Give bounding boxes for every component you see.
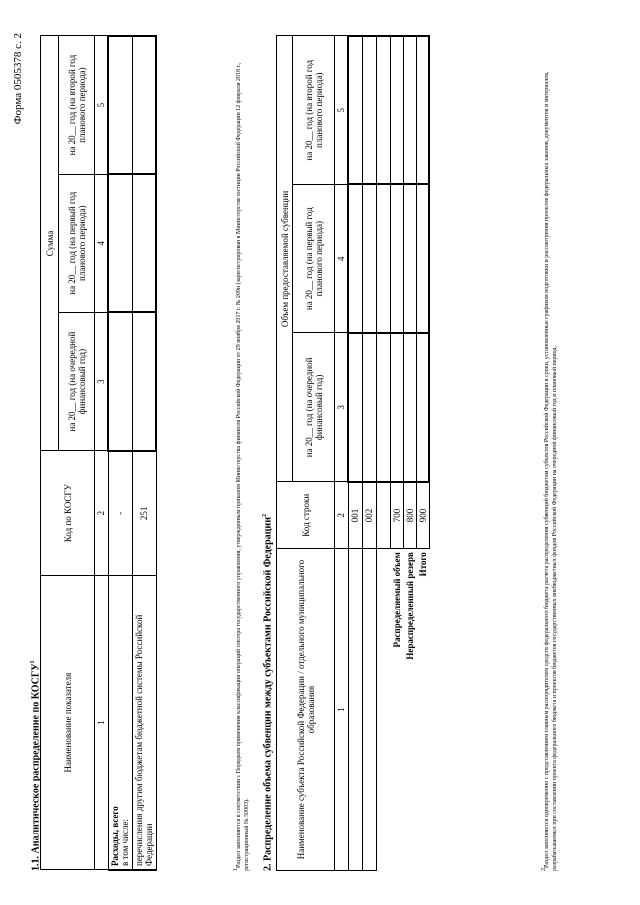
distributed-code: 700 xyxy=(390,482,403,549)
kosgu-colnum: 3 xyxy=(95,312,109,451)
kosgu-cell[interactable] xyxy=(132,36,156,174)
subv-cell[interactable] xyxy=(416,333,429,482)
subv-cell[interactable] xyxy=(416,36,429,184)
subv-cell[interactable] xyxy=(403,184,416,332)
kosgu-row-total xyxy=(108,575,132,870)
subv-cell[interactable] xyxy=(403,333,416,482)
kosgu-colnum: 1 xyxy=(95,575,109,870)
section1-footnote xyxy=(232,41,251,871)
distributed-label xyxy=(390,549,403,871)
reserve-code: 800 xyxy=(403,482,416,549)
kosgu-cell[interactable] xyxy=(108,36,132,174)
reserve-label-text: Нераспределенный резерв xyxy=(404,552,415,660)
reserve-label xyxy=(403,549,416,871)
subv-cell[interactable] xyxy=(390,184,403,332)
subv-header-year2: на 20__ год (на первый год планового периода) xyxy=(293,184,335,332)
total-code: 900 xyxy=(416,482,429,549)
kosgu-table xyxy=(40,35,157,871)
subv-header-year1: на 20__ год (на очередной финансовый год) xyxy=(293,333,335,482)
subv-cell[interactable] xyxy=(362,36,376,184)
kosgu-header-year3: на 20__ год (на второй год планового периода) xyxy=(59,36,95,174)
subv-header-name: Наименование субъекта Российской Федерации / отдельного муниципального образования xyxy=(277,549,335,871)
section2-footnote-sup: 2 xyxy=(541,868,547,871)
kosgu-header-sum: Сумма xyxy=(41,36,59,451)
subv-header-year3: на 20__ год (на второй год планового периода) xyxy=(293,36,335,184)
section2-title xyxy=(262,514,273,871)
subv-colnum: 2 xyxy=(335,482,349,549)
subv-cell[interactable] xyxy=(362,333,376,482)
section2-title-text: 2. Распределение объема субвенции между субъектами Российской Федерации xyxy=(262,517,274,871)
distributed-label-text: Распределяемый объем xyxy=(391,552,402,648)
kosgu-colnum: 2 xyxy=(95,451,109,575)
subv-empty-code xyxy=(376,482,390,549)
subv-colnum: 4 xyxy=(335,184,349,332)
section1-footnote-text: Раздел заполняется в соответствии с Порядком применения классификации операций сектора государственного управления, утвержденным приказом Министерства финансов Российской Федерации от 29 ноября 2017 г. № 209н (зарегистрирован в Министерстве юстиции Российской Федерации 12 февраля 2018 г., регистрационный № 50003). xyxy=(236,62,250,871)
subv-row-code: 001 xyxy=(348,482,362,549)
subv-colnum: 5 xyxy=(335,36,349,184)
kosgu-colnum: 5 xyxy=(95,36,109,174)
section2-title-sup: 2 xyxy=(262,514,268,518)
subv-row-name[interactable] xyxy=(362,549,376,871)
kosgu-cell[interactable] xyxy=(132,174,156,312)
kosgu-cell[interactable] xyxy=(132,312,156,451)
total-label xyxy=(416,549,429,871)
subv-cell[interactable] xyxy=(376,333,390,482)
subv-cell[interactable] xyxy=(376,184,390,332)
section2-footnote xyxy=(540,31,559,871)
subv-cell[interactable] xyxy=(348,333,362,482)
kosgu-sub-label: в том числе: xyxy=(120,819,130,866)
kosgu-total-label: Расходы, всего xyxy=(110,806,120,866)
subv-cell[interactable] xyxy=(390,333,403,482)
subv-header-code: Код строки xyxy=(277,482,335,549)
section2-footnote-text: Раздел заполняется одновременно с представлением главным распорядителем средств федерального бюджета расчета распределения субвенций бюджетам субъектов Российской Федерации в сроки, установленные графиком подготовки и рассмотрения проектов федеральных законов, документов и материалов, разрабатываемых при составлении проекта федерального бюджета и проектов бюджетов государственных внебюджетных фондов Российской Федерации на очередной финансовый год и плановый период. xyxy=(544,71,558,871)
subv-row-name[interactable] xyxy=(348,549,362,871)
kosgu-header-name: Наименование показателя xyxy=(41,575,95,870)
kosgu-total-code: - xyxy=(108,451,132,575)
kosgu-header-year2: на 20__ год (на первый год планового периода) xyxy=(59,174,95,312)
subv-colnum: 3 xyxy=(335,333,349,482)
kosgu-colnum: 4 xyxy=(95,174,109,312)
subv-header-volume: Объем предоставляемой субвенции xyxy=(277,36,293,482)
subvention-table xyxy=(276,35,430,871)
subv-cell[interactable] xyxy=(390,36,403,184)
section1-footnote-sup: 1 xyxy=(233,868,239,871)
subv-cell[interactable] xyxy=(348,36,362,184)
subv-cell[interactable] xyxy=(403,36,416,184)
form-number: Форма 0505378 с. 2 xyxy=(12,33,24,125)
subv-cell[interactable] xyxy=(416,184,429,332)
subv-row-code: 002 xyxy=(362,482,376,549)
subv-cell[interactable] xyxy=(376,36,390,184)
subv-cell[interactable] xyxy=(362,184,376,332)
section1-title-sup: 1 xyxy=(30,660,36,664)
kosgu-header-code: Код по КОСГУ xyxy=(41,451,95,575)
kosgu-cell[interactable] xyxy=(108,312,132,451)
subv-colnum: 1 xyxy=(335,549,349,871)
kosgu-transfer-label: перечисления другим бюджетам бюджетной системы Российской Федерации xyxy=(132,575,156,870)
kosgu-transfer-code: 251 xyxy=(132,451,156,575)
kosgu-header-year1: на 20__ год (на очередной финансовый год) xyxy=(59,312,95,451)
kosgu-cell[interactable] xyxy=(108,174,132,312)
total-label-text: Итого xyxy=(417,552,428,577)
subv-cell[interactable] xyxy=(348,184,362,332)
section1-title-text: 1.1. Аналитическое распределение по КОСГУ xyxy=(30,663,42,871)
subv-empty xyxy=(376,549,390,871)
